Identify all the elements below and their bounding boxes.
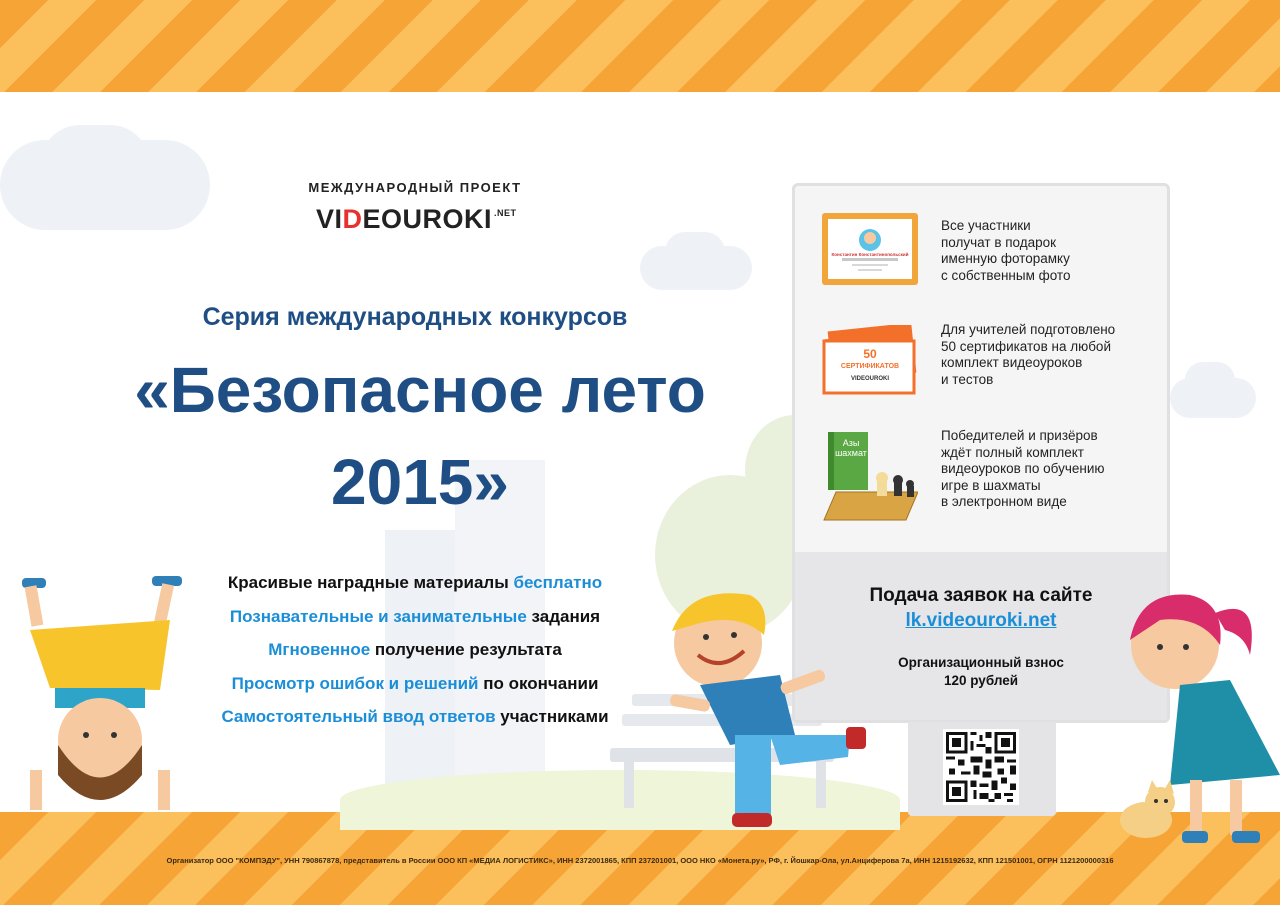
reward-line: получат в подарок [941,234,1057,250]
chess-course-icon [822,430,918,522]
main-title-line-1: «Безопасное лето [134,354,706,426]
logo-part-1: VI [316,204,343,234]
feature-item-4 [170,674,660,694]
feature-text: получение результата [370,640,562,659]
reward-line: и тестов [941,371,994,387]
application-title: Подача заявок на сайте [869,585,1093,606]
reward-text-3 [941,428,1104,511]
reward-line: Для учителей подготовлено [941,322,1116,337]
cat-illustration [1108,780,1180,840]
reward-line: игре в шахматы [941,477,1041,493]
cloud-left-bump [40,125,150,205]
photo-frame-icon [822,213,918,285]
videouroki-logo [316,204,517,235]
cloud-right-bump [1185,362,1235,398]
reward-line: Победителей и призёров [941,428,1098,443]
fee-label: Организационный взнос [898,655,1064,670]
reward-text-2 [941,322,1115,388]
reward-line: в электронном виде [941,494,1067,509]
frame-avatar-icon [828,219,912,279]
cert-caption: СЕРТИФИКАТОВ [840,363,900,370]
top-stripe-band [0,0,1280,92]
reward-line: ждёт полный комплект [941,444,1084,460]
reward-line: видеоуроков по обучению [941,461,1105,476]
cloud-center-bump [665,232,725,272]
feature-text: участниками [495,707,609,726]
reward-line: с собственным фото [941,267,1071,283]
feature-highlight: бесплатно [513,573,603,592]
reward-line: 50 сертификатов на любой [941,338,1111,354]
feature-item-5 [170,707,660,727]
certificates-icon [822,325,918,395]
frame-thumb-caption: Константин Константинопольский [831,252,909,257]
feature-highlight: Просмотр ошибок и решений [231,674,479,693]
feature-item-3 [170,640,660,660]
cert-number: 50 [863,347,877,361]
series-title: Серия международных конкурсов [202,303,628,331]
reward-line: Все участники [941,218,1031,233]
feature-text: по окончании [478,674,599,693]
feature-item-2 [170,607,660,627]
feature-highlight: Мгновенное [268,640,371,659]
reward-line: комплект видеоуроков [941,355,1083,370]
feature-text: задания [526,607,601,626]
logo-part-2: D [342,204,363,234]
feature-highlight: Познавательные и занимательные [229,607,527,626]
feature-text: Красивые наградные материалы [227,573,514,592]
project-label: МЕЖДУНАРОДНЫЙ ПРОЕКТ [308,180,522,195]
fee-value: 120 рублей [943,673,1019,688]
logo-part-3: EOUROKI [362,204,493,234]
cert-brand: VIDEOUROKI [850,376,889,382]
handstand-boy-illustration [10,570,190,830]
footer-legal-text: Организатор ООО "КОМПЭДУ", УНН 790867878, представитель в России ООО КП «МЕДИА ЛОГИСТИКС», ИНН 2372001865, КПП 237201001, ООО НКО «Монета.ру», РФ, г. Йошкар-Ола, ул.Анциферова 7а, ИНН 1215192632, КПП 121501001, ОГРН 1121200000316 [166,856,1114,865]
logo-suffix: .NET [494,208,517,218]
qr-code-icon[interactable] [943,729,1019,805]
feature-item-1 [170,573,660,593]
reward-line: именную фоторамку [941,251,1070,266]
reward-text-1 [941,218,1070,284]
main-title-line-2: 2015» [331,446,509,518]
application-url-link[interactable]: lk.videouroki.net [905,610,1057,631]
running-boy-illustration [660,585,880,850]
chess-book-title: Азы шахмат [835,438,867,458]
feature-highlight: Самостоятельный ввод ответов [221,707,496,726]
